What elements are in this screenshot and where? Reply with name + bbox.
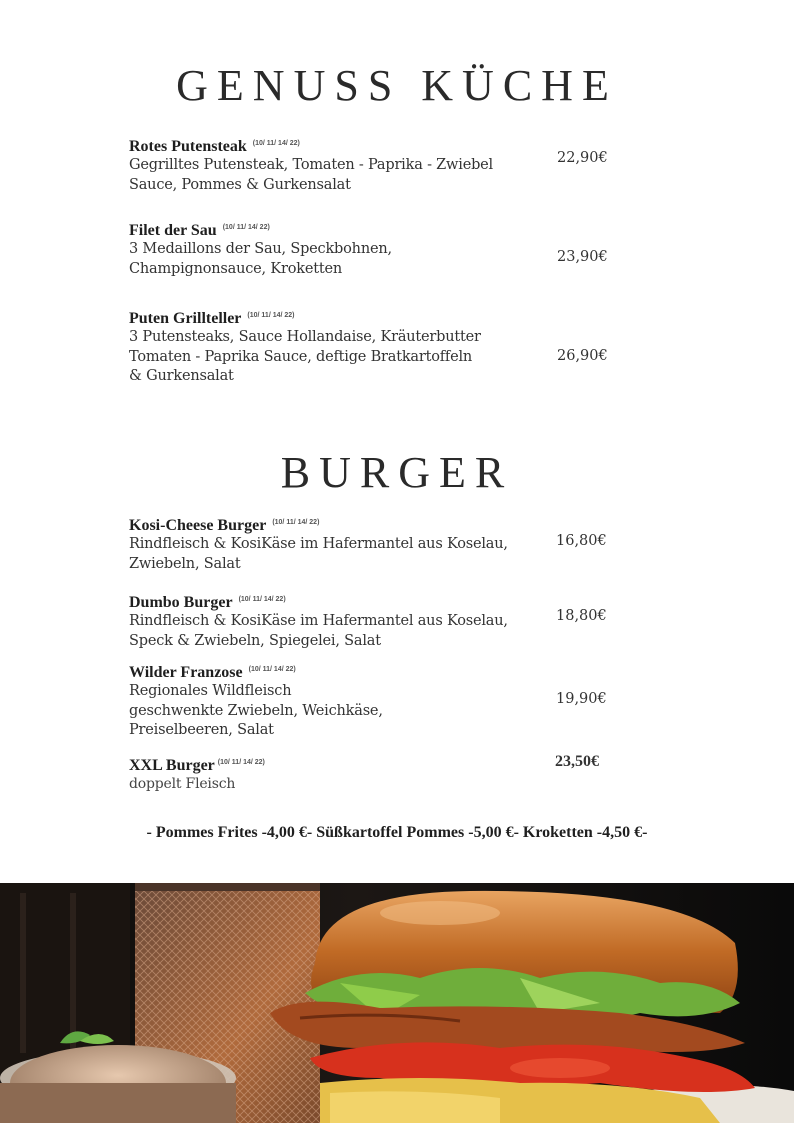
menu-item-xxl-burger: [129, 753, 549, 795]
burger-photo: [0, 883, 794, 1123]
item-description: Regionales Wildfleisch geschwenkte Zwiebeln, Weichkäse, Preiselbeeren, Salat: [129, 683, 383, 738]
item-description: 3 Putensteaks, Sauce Hollandaise, Kräuterbutter Tomaten - Paprika Sauce, deftige Bratkartoffeln & Gurkensalat: [129, 329, 481, 384]
item-name: Dumbo Burger: [129, 594, 233, 611]
item-price: 16,80€: [556, 533, 607, 549]
item-price: 23,90€: [557, 249, 608, 265]
section-title-kueche: GENUSS KÜCHE: [176, 61, 618, 110]
item-name: Rotes Putensteak: [129, 138, 247, 155]
item-name: Kosi-Cheese Burger: [129, 517, 267, 534]
allergen-codes: (10/ 11/ 14/ 22): [238, 596, 286, 603]
allergen-codes: (10/ 11/ 14/ 22): [247, 312, 295, 319]
allergen-codes: (10/ 11/ 14/ 22): [272, 519, 320, 526]
item-description: Rindfleisch & KosiKäse im Hafermantel aus Koselau, Speck & Zwiebeln, Spiegelei, Salat: [129, 613, 508, 649]
item-name: XXL Burger: [129, 757, 215, 774]
menu-item-filet-der-sau: [129, 218, 549, 279]
item-price: 18,80€: [556, 608, 607, 624]
allergen-codes: (10/ 11/ 14/ 22): [217, 759, 265, 766]
section-title-burger: BURGER: [280, 448, 514, 497]
menu-item-kosi-cheese-burger: [129, 513, 549, 574]
item-name: Puten Grillteller: [129, 310, 242, 327]
side-dishes-line: - Pommes Frites -4,00 €- Süßkartoffel Pommes -5,00 €- Kroketten -4,50 €-: [146, 824, 648, 841]
burger-photo-illustration: [0, 883, 794, 1123]
item-description: Rindfleisch & KosiKäse im Hafermantel aus Koselau, Zwiebeln, Salat: [129, 536, 508, 572]
menu-item-wilder-franzose: [129, 660, 549, 741]
menu-item-puten-grillteller: [129, 306, 549, 387]
menu-item-dumbo-burger: [129, 590, 549, 651]
item-name: Wilder Franzose: [129, 664, 243, 681]
item-description: 3 Medaillons der Sau, Speckbohnen, Champignonsauce, Kroketten: [129, 241, 392, 277]
allergen-codes: (10/ 11/ 14/ 22): [248, 666, 296, 673]
item-price: 22,90€: [557, 150, 608, 166]
item-price: 19,90€: [556, 691, 607, 707]
item-name: Filet der Sau: [129, 222, 217, 239]
item-price: 26,90€: [557, 348, 608, 364]
allergen-codes: (10/ 11/ 14/ 22): [222, 224, 270, 231]
item-description: Gegrilltes Putensteak, Tomaten - Paprika - Zwiebel Sauce, Pommes & Gurkensalat: [129, 157, 493, 193]
menu-item-rotes-putensteak: [129, 134, 549, 195]
item-price: 23,50€: [555, 753, 599, 770]
item-description: doppelt Fleisch: [129, 776, 236, 792]
allergen-codes: (10/ 11/ 14/ 22): [252, 140, 300, 147]
